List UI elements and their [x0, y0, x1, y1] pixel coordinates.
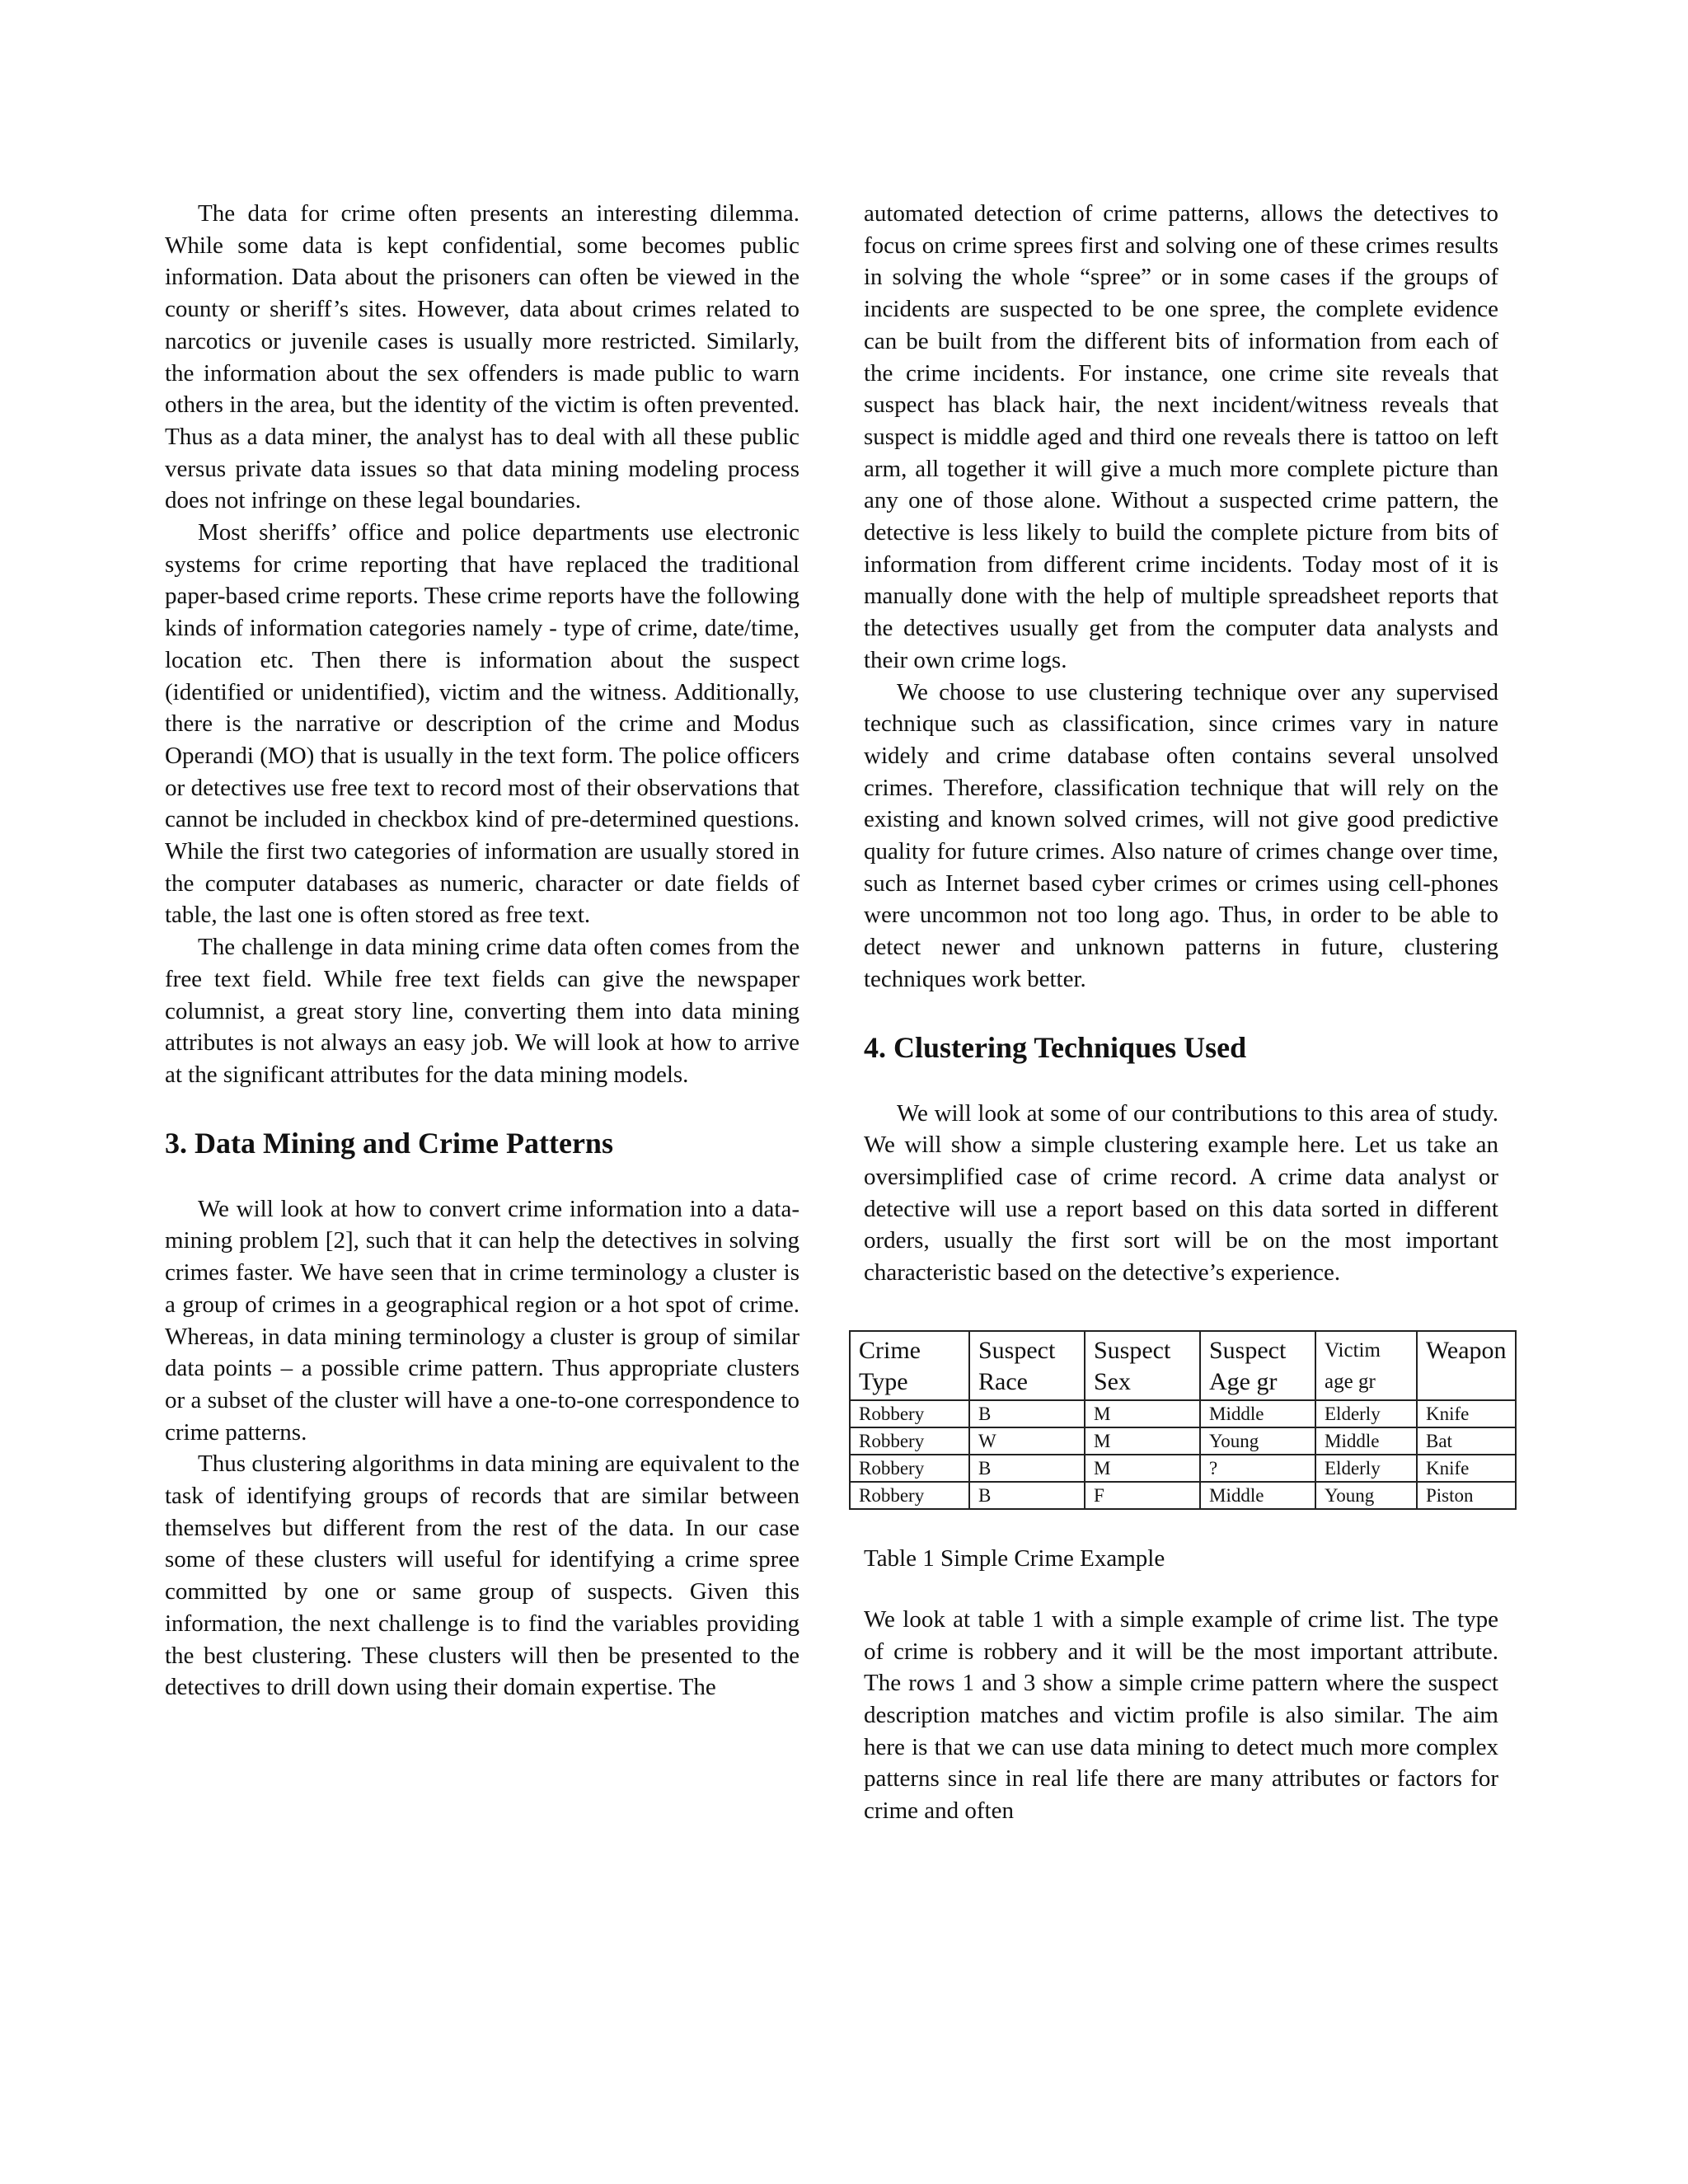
table-header-cell: Victim age gr	[1315, 1331, 1417, 1400]
table-cell: M	[1085, 1427, 1200, 1455]
table-header-cell: Suspect Race	[969, 1331, 1085, 1400]
right-column	[859, 198, 1507, 1827]
paragraph-contributions: We will look at some of our contributions to this area of study. We will show a simple clustering example here. Let us take an oversimplified case of crime record. A crime data analyst or detective will use a report based on this data sorted in different orders, usually the first sort will be on the most important characteristic based on the detective’s experience.	[864, 1099, 1498, 1286]
table-header-cell: Crime Type	[850, 1331, 969, 1400]
table-cell: Middle	[1200, 1400, 1315, 1427]
table-cell: Piston	[1417, 1482, 1516, 1509]
table-cell: Young	[1315, 1482, 1417, 1509]
table-cell: M	[1085, 1455, 1200, 1482]
table-cell: Young	[1200, 1427, 1315, 1455]
table-cell: Robbery	[850, 1400, 969, 1427]
paragraph-convert-crime-info: We will look at how to convert crime information into a data-mining problem [2], such that it can help the detectives in solving crimes faster. We have seen that in crime terminology a cluster is a group of crimes in a geographical region or a hot spot of crime. Whereas, in data mining terminology a cluster is group of similar data points – a possible crime pattern. Thus appropriate clusters or a subset of the cluster will have a one-to-one correspondence to crime patterns.	[165, 1195, 799, 1446]
paragraph-clustering-algorithms: Thus clustering algorithms in data mining are equivalent to the task of identifying groups of records that are similar between themselves but different from the rest of the data. In our case some of these clusters will useful for identifying a crime spree committed by one or same group of suspects. Given this information, the next challenge is to find the variables providing the best clustering. These clusters will then be presented to the detectives to drill down using their domain expertise. The	[165, 1451, 799, 1701]
table-row	[850, 1482, 1516, 1509]
table-cell: Middle	[1315, 1427, 1417, 1455]
table-header-cell: Suspect Sex	[1085, 1331, 1200, 1400]
table-cell: Elderly	[1315, 1400, 1417, 1427]
table-header-cell: Weapon	[1417, 1331, 1516, 1400]
table-cell: ?	[1200, 1455, 1315, 1482]
table-cell: Knife	[1417, 1455, 1516, 1482]
table-cell: B	[969, 1400, 1085, 1427]
table-header-cell: Suspect Age gr	[1200, 1331, 1315, 1400]
table-cell: Knife	[1417, 1400, 1516, 1427]
table-cell: Middle	[1200, 1482, 1315, 1509]
paragraph-data-dilemma: The data for crime often presents an interesting dilemma. While some data is kept confidential, some becomes public information. Data about the prisoners can often be viewed in the county or sheriff’s sites. However, data about crimes related to narcotics or juvenile cases is usually more restricted. Similarly, the information about the sex offenders is made public to warn others in the area, but the identity of the victim is often prevented. Thus as a data miner, the analyst has to deal with all these public versus private data issues so that data mining modeling process does not infringe on these legal boundaries.	[165, 200, 799, 514]
crime-example-table	[849, 1330, 1517, 1510]
table-cell: Robbery	[850, 1482, 969, 1509]
left-column	[165, 198, 799, 1704]
table-cell: B	[969, 1455, 1085, 1482]
paragraph-table-discussion: We look at table 1 with a simple example of crime list. The type of crime is robbery and it will be the most important attribute. The rows 1 and 3 show a simple crime pattern where the suspect description matches and victim profile is also similar. The aim here is that we can use data mining to detect much more complex patterns since in real life there are many attributes or factors for crime and often	[864, 1605, 1498, 1825]
table-cell: W	[969, 1427, 1085, 1455]
section-4-heading: 4. Clustering Techniques Used	[864, 1030, 1247, 1064]
table-cell: M	[1085, 1400, 1200, 1427]
table-row	[850, 1455, 1516, 1482]
caption-spacer	[864, 1574, 1498, 1604]
table-row	[850, 1400, 1516, 1427]
table-cell: Elderly	[1315, 1455, 1417, 1482]
table-header-row	[850, 1331, 1516, 1400]
table-caption: Table 1 Simple Crime Example	[864, 1544, 1165, 1572]
table-cell: Robbery	[850, 1427, 969, 1455]
table-cell: Bat	[1417, 1427, 1516, 1455]
table-cell: B	[969, 1482, 1085, 1509]
section-3-heading: 3. Data Mining and Crime Patterns	[165, 1126, 613, 1160]
paragraph-clustering-choice: We choose to use clustering technique over any supervised technique such as classification, since crimes vary in nature widely and crime database often contains several unsolved crimes. Therefore, classification technique that will rely on the existing and known solved crimes, will not give good predictive quality for future crimes. Also nature of crimes change over time, such as Internet based cyber crimes or crimes using cell-phones were uncommon not too long ago. Thus, in order to be able to detect newer and unknown patterns in future, clustering techniques work better.	[864, 678, 1498, 992]
paragraph-electronic-systems: Most sheriffs’ office and police departments use electronic systems for crime reporting that have replaced the traditional paper-based crime reports. These crime reports have the following kinds of information categories namely - type of crime, date/time, location etc. Then there is information about the suspect (identified or unidentified), victim and the witness. Additionally, there is the narrative or description of the crime and Modus Operandi (MO) that is usually in the text form. The police officers or detectives use free text to record most of their observations that cannot be included in checkbox kind of pre-determined questions. While the first two categories of information are usually stored in the computer databases as numeric, character or date fields of table, the last one is often stored as free text.	[165, 519, 799, 929]
table-row	[850, 1427, 1516, 1455]
paragraph-automated-detection: automated detection of crime patterns, allows the detectives to focus on crime sprees first and solving one of these crimes results in solving the whole “spree” or in some cases if the groups of incidents are suspected to be one spree, the complete evidence can be built from the different bits of information from each of the crime incidents. For instance, one crime site reveals that suspect has black hair, the next incident/witness reveals that suspect is middle aged and third one reveals there is tattoo on left arm, all together it will give a much more complete picture than any one of those alone. Without a suspected crime pattern, the detective is less likely to build the complete picture from bits of information from different crime incidents. Today most of it is manually done with the help of multiple spreadsheet reports that the detectives usually get from the computer data analysts and their own crime logs.	[864, 200, 1498, 673]
paragraph-free-text-challenge: The challenge in data mining crime data often comes from the free text field. While free text fields can give the newspaper columnist, a great story line, converting them into data mining attributes is not always an easy job. We will look at how to arrive at the significant attributes for the data mining models.	[165, 934, 799, 1088]
table-cell: F	[1085, 1482, 1200, 1509]
table-cell: Robbery	[850, 1455, 969, 1482]
